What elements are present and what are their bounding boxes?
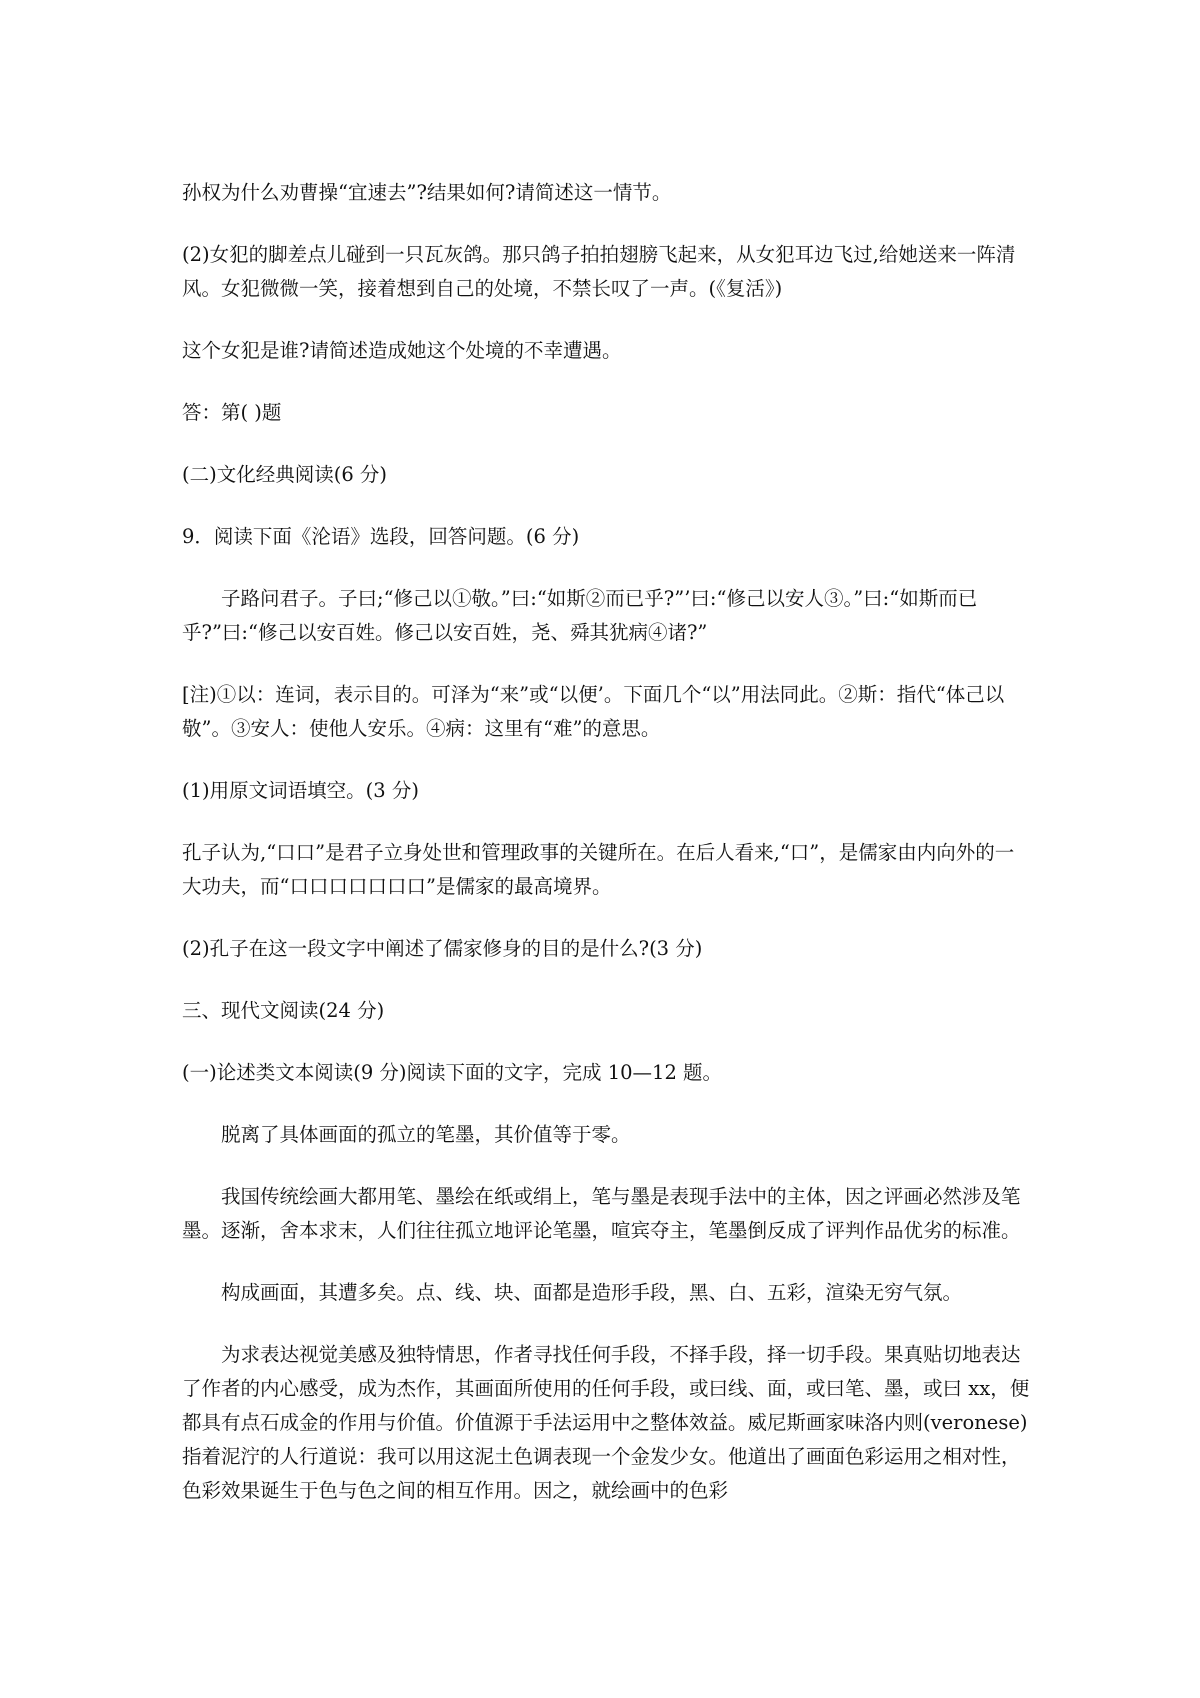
question-text: 这个女犯是谁?请简述造成她这个处境的不幸遭遇。 [182, 339, 622, 362]
document-page [182, 176, 1032, 1536]
section-heading: 三、现代文阅读(24 分) [182, 999, 385, 1022]
essay-paragraph: 构成画面，其遭多矣。点、线、块、面都是造形手段，黑、白、五彩，渲染无穷气氛。 [221, 1281, 963, 1304]
sub-question: (1)用原文词语填空。(3 分) [182, 779, 419, 802]
essay-paragraph: 脱离了具体画面的孤立的笔墨，其价值等于零。 [221, 1123, 631, 1146]
sub-question: (2)孔子在这一段文字中阐述了儒家修身的目的是什么?(3 分) [182, 937, 703, 960]
section-heading: (二)文化经典阅读(6 分) [182, 463, 388, 486]
passage-excerpt-resurrection: (2)女犯的脚差点儿碰到一只瓦灰鸽。那只鸽子拍拍翅膀飞起来，从女犯耳边飞过,给她送来一阵清风。女犯微微一笑，接着想到自己的处境，不禁长叹了一声。(《复活》) [182, 243, 1016, 300]
question-text: 孙权为什么劝曹操“宜速去”?结果如何?请简述这一情节。 [182, 181, 672, 204]
essay-paragraph: 我国传统绘画大都用笔、墨绘在纸或绢上，笔与墨是表现手法中的主体，因之评画必然涉及笔墨。逐渐，舍本求末，人们往往孤立地评论笔墨，喧宾夺主，笔墨倒反成了评判作品优劣的标准。 [182, 1185, 1021, 1242]
analects-passage: 子路问君子。子曰;“修己以①敬。”曰:“如斯②而已乎?”’曰:“修己以安人③。”曰:“如斯而已乎?”曰:“修己以安百姓。修己以安百姓，尧、舜其犹病④诸?” [182, 587, 978, 644]
annotation-note: [注)①以：连词，表示目的。可泽为“来”或“以便’。下面几个“以”用法同此。②斯：指代“体己以敬”。③安人：使他人安乐。④病：这里有“难”的意思。 [182, 683, 1005, 740]
section-heading: (一)论述类文本阅读(9 分)阅读下面的文字，完成 10—12 题。 [182, 1061, 723, 1084]
answer-line: 答：第( )题 [182, 401, 282, 424]
fill-in-blank-text: 孔子认为,“口口”是君子立身处世和管理政事的关键所在。在后人看来,“口”，是儒家由内向外的一大功夫，而“口口口口口口口”是儒家的最高境界。 [182, 841, 1015, 898]
essay-paragraph: 为求表达视觉美感及独特情思，作者寻找任何手段，不择手段，择一切手段。果真贴切地表达了作者的内心感受，成为杰作，其画面所使用的任何手段，或曰线、面，或曰笔、墨，或曰 xx，便都具有点石成金的作用与价值。价值源于手法运用中之整体效益。威尼斯画家味洛内则(veronese)指着泥泞的人行道说：我可以用这泥土色调表现一个金发少女。他道出了画面色彩运用之相对性，色彩效果诞生于色与色之间的相互作用。因之，就绘画中的色彩 [182, 1343, 1030, 1502]
question-heading: 9．阅读下面《沦语》选段，回答问题。(6 分) [182, 525, 580, 548]
